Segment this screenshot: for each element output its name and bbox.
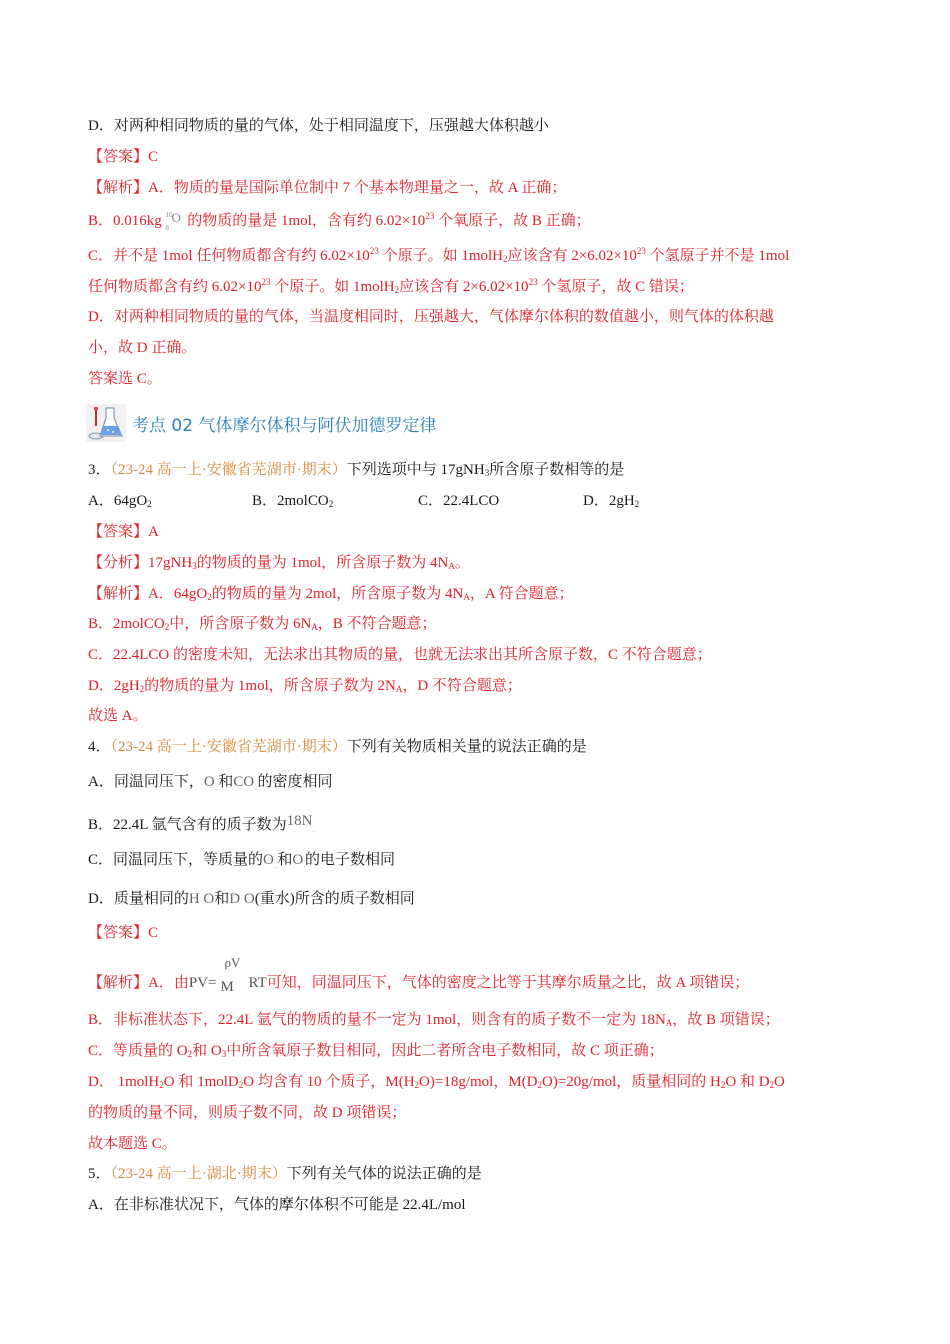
analysis-text: D．2gH <box>88 678 140 694</box>
formula-image: O <box>203 774 215 790</box>
q4-analysis-b <box>88 1010 780 1030</box>
q4-analysis-d-line2: 的物质的量不同，则质子数不同，故 D 项错误； <box>88 1105 407 1121</box>
analysis-text: 个氢原子并不是 1mol <box>645 248 790 264</box>
formula-sub-placeholder: . <box>303 861 305 869</box>
section-title: 考点 02 气体摩尔体积与阿伏加德罗定律 <box>132 415 437 436</box>
analysis-text: 可知，同温同压下，气体的密度之比等于其摩尔质量之比，故 A 项错误； <box>266 975 750 991</box>
q4-analysis-c <box>88 1041 664 1061</box>
analysis-label: 【解析】 <box>88 975 149 991</box>
subscript: 2 <box>147 499 152 509</box>
question-number: 4． <box>88 739 111 755</box>
analysis-text: 个原子。如 1molH <box>378 248 503 264</box>
exponent: 23 <box>425 211 435 221</box>
analysis-text: A．物质的量是国际单位制中 7 个基本物理量之一，故 A 正确； <box>148 180 567 196</box>
formula-sub-placeholder: _ <box>254 783 258 791</box>
q4-option-c <box>88 850 395 875</box>
subscript: 2 <box>238 1080 244 1090</box>
q3-analysis-c: C．22.4LCO 的密度未知，无法求出其物质的量，也就无法求出其所含原子数，C 不符合题意； <box>88 647 712 663</box>
question-text: 下列有关气体的说法正确的是 <box>286 1166 482 1182</box>
option-text: 和 <box>218 774 234 790</box>
q2-analysis-d-line1: D．对两种相同物质的量的气体，当温度相同时，压强越大，气体摩尔体积的数值越小，则气体的体积越 <box>88 309 774 325</box>
analysis-text: 中所含氧原子数目相同，因此二者所含电子数相同，故 C 项正确； <box>226 1043 664 1059</box>
subscript: 2 <box>769 1080 775 1090</box>
subscript: 2 <box>720 1080 726 1090</box>
fenxi-text: 。 <box>454 555 470 571</box>
analysis-text: D． 1molH <box>88 1074 160 1090</box>
q5-option-a: A．在非标准状况下，气体的摩尔体积不可能是 22.4L/mol <box>88 1197 466 1213</box>
question-source: （23-24 高一上·安徽省芜湖市·期末） <box>110 462 347 478</box>
subscript: A <box>395 684 403 694</box>
q4-answer <box>88 923 158 943</box>
analysis-text: O 和 1molD <box>163 1074 239 1090</box>
formula-sub-placeholder: _ <box>214 783 219 791</box>
q3-answer <box>88 522 159 542</box>
analysis-text: 个原子。如 1molH <box>270 279 395 295</box>
subscript: A <box>463 592 470 602</box>
subscript: 2 <box>207 592 212 602</box>
isotope-o16 <box>165 209 184 232</box>
analysis-text: A．由 <box>148 975 189 991</box>
fenxi-text: 17gNH <box>148 555 193 571</box>
analysis-text: 中，所含原子数为 6N <box>169 616 312 632</box>
question-source: （23-24 高一上·湖北·期末） <box>110 1166 287 1182</box>
section-heading <box>86 404 436 442</box>
analysis-text: 任何物质都含有约 6.02×10 <box>88 279 262 295</box>
q5-stem <box>88 1164 482 1184</box>
analysis-text: B．2molCO <box>88 616 165 632</box>
subscript: A <box>448 561 455 571</box>
q2-analysis-b <box>88 209 591 231</box>
option-label: D．2gH <box>583 493 635 509</box>
question-number: 3． <box>88 462 111 478</box>
formula-image: D O <box>229 891 255 907</box>
subscript: 2 <box>537 1080 542 1090</box>
option-text: 的密度相同 <box>257 774 333 790</box>
analysis-text: C．等质量的 O <box>88 1043 188 1059</box>
analysis-text: B．非标准状态下，22.4L 氩气的物质的量不一定为 1mol，则含有的质子数不一定为 18N <box>88 1012 666 1028</box>
isotope-element: O <box>171 210 181 225</box>
q4-option-d <box>88 889 415 909</box>
question-number: 5． <box>88 1166 111 1182</box>
answer-value: A <box>148 524 159 540</box>
subscript: 3 <box>192 561 197 571</box>
question-text: 下列有关物质相关量的说法正确的是 <box>346 739 587 755</box>
q3-option-a <box>88 491 152 511</box>
option-text: 和 <box>277 852 293 868</box>
flask-icon <box>86 404 126 442</box>
subscript: 3 <box>484 468 490 478</box>
analysis-text: ，D 不符合题意； <box>402 678 522 694</box>
answer-label: 【答案】 <box>88 149 149 165</box>
formula-image: O <box>292 852 304 868</box>
answer-value: C <box>148 149 159 165</box>
question-source: （23-24 高一上·安徽省芜湖市·期末） <box>110 739 347 755</box>
subscript: A <box>665 1018 673 1028</box>
subscript: 3 <box>221 1049 227 1059</box>
q3-stem <box>88 460 624 480</box>
q2-analysis-a <box>88 178 566 198</box>
option-text: D．质量相同的 <box>88 891 189 907</box>
analysis-text: 个氧原子，故 B 正确； <box>434 213 591 229</box>
option-text: B．22.4L 氩气含有的质子数为 <box>88 817 287 833</box>
exponent: 23 <box>369 246 379 256</box>
analysis-text: 应该含有 2×6.02×10 <box>399 279 529 295</box>
option-text: 的电子数相同 <box>304 852 395 868</box>
q4-stem <box>88 737 587 757</box>
option-text: 和 <box>214 891 230 907</box>
analysis-text: O)=20g/mol，质量相同的 H <box>542 1074 721 1090</box>
analysis-text: O 和 D <box>725 1074 770 1090</box>
analysis-text: 应该含有 2×6.02×10 <box>507 248 637 264</box>
analysis-text: ，A 符合题意； <box>469 586 574 602</box>
formula-image: CO <box>233 774 255 790</box>
subscript: 2 <box>414 1080 420 1090</box>
subscript: 2 <box>502 254 508 264</box>
q2-analysis-c-line1 <box>88 246 789 266</box>
analysis-text: ，B 不符合题意； <box>317 616 437 632</box>
answer-value: C <box>148 925 159 941</box>
analysis-text: C．并不是 1mol 任何物质都含有约 6.02×10 <box>88 248 370 264</box>
exponent: 23 <box>261 277 271 287</box>
q3-conclusion: 故选 A。 <box>88 708 148 724</box>
isotope-mass: 16 <box>165 211 173 219</box>
q4-option-a <box>88 772 333 797</box>
exponent: 23 <box>636 246 646 256</box>
subscript: 2 <box>164 622 170 632</box>
question-text: 下列选项中与 17gNH <box>346 462 485 478</box>
answer-label: 【答案】 <box>88 925 149 941</box>
q3-analysis-b <box>88 614 437 634</box>
analysis-text: 的物质的量为 1mol，所含原子数为 2N <box>144 678 396 694</box>
option-text: C．同温同压下，等质量的 <box>88 852 264 868</box>
analysis-text: O <box>774 1074 785 1090</box>
analysis-text: O)=18g/mol，M(D <box>419 1074 538 1090</box>
q4-analysis-a <box>88 955 750 995</box>
q4-conclusion: 故本题选 C。 <box>88 1136 177 1152</box>
analysis-text: O 均含有 10 个质子，M(H <box>243 1074 415 1090</box>
subscript: 2 <box>187 1049 193 1059</box>
q2-conclusion: 答案选 C。 <box>88 371 162 387</box>
q3-fenxi <box>88 553 470 573</box>
analysis-text: 的物质的量为 2mol，所含原子数为 4N <box>211 586 464 602</box>
fenxi-label: 【分析】 <box>88 555 149 571</box>
fraction-denominator: M <box>220 979 234 995</box>
analysis-text: ，故 B 项错误； <box>672 1012 780 1028</box>
q2-analysis-d-line2: 小，故 D 正确。 <box>88 340 197 356</box>
formula-pv: PV= <box>188 975 217 991</box>
formula-sub-placeholder: . <box>312 826 315 834</box>
q2-analysis-c-line2 <box>88 277 694 297</box>
exponent: 23 <box>528 277 538 287</box>
analysis-label: 【解析】 <box>88 586 149 602</box>
option-label: B．2molCO <box>252 493 329 509</box>
q3-analysis-d <box>88 676 522 696</box>
option-label: C．22.4LCO <box>418 493 500 509</box>
analysis-text: 和 O <box>192 1043 222 1059</box>
q3-option-d <box>583 491 639 511</box>
isotope-atomic: 8 <box>165 224 170 232</box>
analysis-text: B．0.016kg <box>88 213 166 229</box>
formula-image: 18N <box>286 813 313 829</box>
subscript: A <box>311 622 318 632</box>
analysis-label: 【解析】 <box>88 180 149 196</box>
analysis-text: 的物质的量是 1mol，含有约 6.02×10 <box>183 213 426 229</box>
q3-option-c <box>418 491 499 511</box>
q2-answer <box>88 147 158 167</box>
formula-sub-placeholder: _ <box>273 861 278 869</box>
formula-image: H O <box>188 891 215 907</box>
question-text: 所含原子数相等的是 <box>489 462 625 478</box>
option-text: A．同温同压下， <box>88 774 204 790</box>
q3-analysis-a <box>88 584 574 604</box>
analysis-text: A．64gO <box>148 586 208 602</box>
subscript: 2 <box>634 499 640 509</box>
formula-fraction <box>217 955 249 995</box>
q4-option-b <box>88 811 314 840</box>
fraction-numerator: ρV <box>224 955 241 970</box>
fenxi-text: 的物质的量为 1mol，所含原子数为 4N <box>196 555 449 571</box>
subscript: 2 <box>139 684 145 694</box>
option-text: (重水)所含的质子数相同 <box>254 891 415 907</box>
option-label: A．64gO <box>88 493 148 509</box>
formula-image: O <box>263 852 274 868</box>
answer-label: 【答案】 <box>88 524 149 540</box>
q3-option-b <box>252 491 333 511</box>
analysis-text: 个氢原子，故 C 错误； <box>537 279 694 295</box>
subscript: 2 <box>159 1080 164 1090</box>
subscript: 2 <box>394 285 400 295</box>
q4-analysis-d-line1 <box>88 1072 785 1092</box>
q2-option-d: D．对两种相同物质的量的气体，处于相同温度下，压强越大体积越小 <box>88 118 549 134</box>
formula-rt: RT <box>248 975 267 991</box>
subscript: 2 <box>328 499 334 509</box>
